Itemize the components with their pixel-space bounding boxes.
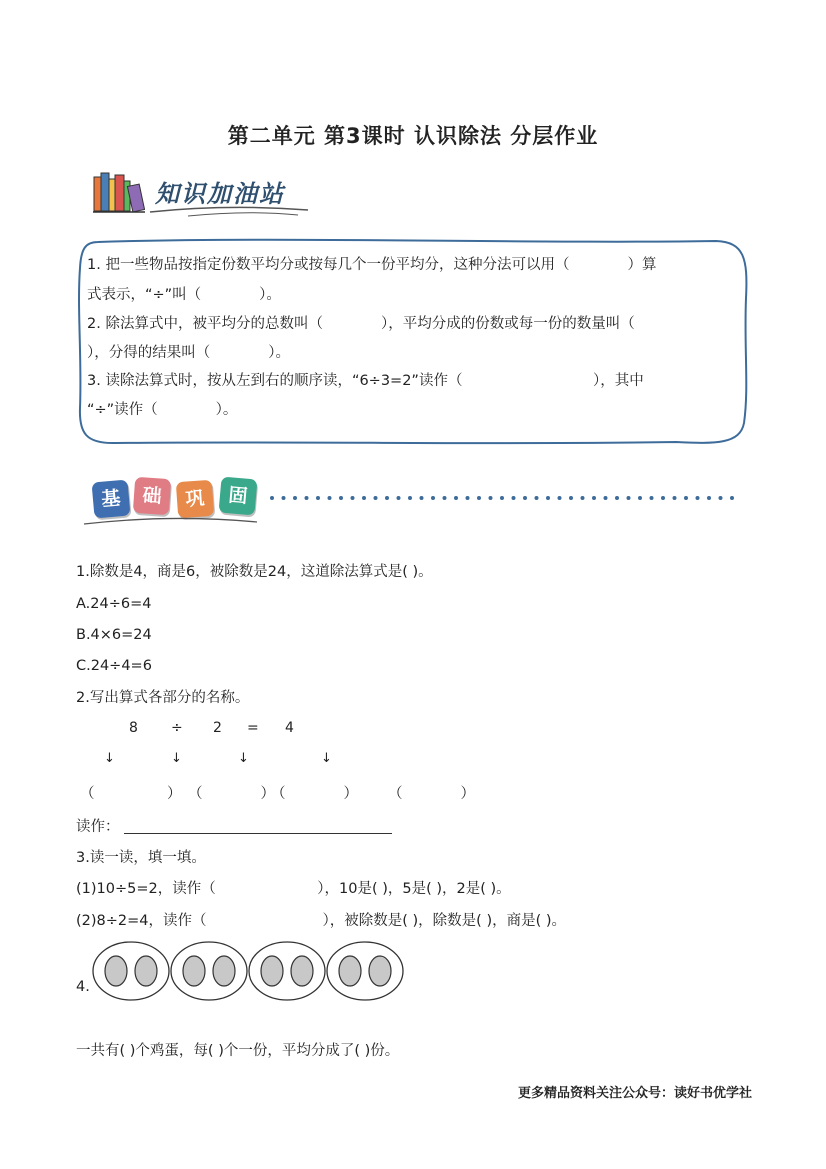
question-3-part-2: (2)8÷2=4，读作（ ），被除数是( )，除数是( )，商是( )。 <box>76 913 567 929</box>
knowledge-line: 2. 除法算式中，被平均分的总数叫（ ），平均分成的份数或每一份的数量叫（ <box>87 316 635 332</box>
blank-parens: （ ） <box>388 786 475 802</box>
egg-groups-figure <box>92 940 406 1002</box>
down-arrow-icon: ↓ <box>171 751 182 766</box>
tiles-underline-swoosh <box>82 514 262 528</box>
egg-icon <box>213 956 235 986</box>
page-title: 第二单元 第3课时 认识除法 分层作业 <box>227 124 599 148</box>
blank-parens: （ ） <box>188 786 275 802</box>
down-arrow-icon: ↓ <box>238 751 249 766</box>
question-2-stem: 2.写出算式各部分的名称。 <box>76 690 250 706</box>
question-3-part-1: (1)10÷5=2，读作（ ），10是( )，5是( )，2是( )。 <box>76 881 511 897</box>
blank-parens: （ ） <box>271 786 358 802</box>
equation-divisor: 2 <box>213 720 222 736</box>
equation-quotient: 4 <box>285 720 294 736</box>
question-4-number: 4. <box>76 979 90 995</box>
egg-icon <box>291 956 313 986</box>
question-3-stem: 3.读一读，填一填。 <box>76 850 206 866</box>
knowledge-line: “÷”读作（ ）。 <box>87 402 238 418</box>
egg-icon <box>183 956 205 986</box>
books-icon <box>93 171 145 213</box>
question-1-stem: 1.除数是4，商是6，被除数是24，这道除法算式是( )。 <box>76 564 433 580</box>
section-tile: 基 <box>91 479 130 518</box>
equation-dividend: 8 <box>129 720 138 736</box>
option-b: B.4×6=24 <box>76 627 152 643</box>
equation-divide-sign: ÷ <box>171 720 183 736</box>
down-arrow-icon: ↓ <box>104 751 115 766</box>
option-a: A.24÷6=4 <box>76 596 152 612</box>
option-c: C.24÷4=6 <box>76 658 152 674</box>
knowledge-line: 式表示，“÷”叫（ ）。 <box>87 287 281 303</box>
egg-icon <box>369 956 391 986</box>
knowledge-line: 1. 把一些物品按指定份数平均分或按每几个一份平均分，这种分法可以用（ ）算 <box>87 257 657 273</box>
section-tile: 固 <box>218 476 257 515</box>
equation-equals: = <box>247 720 259 736</box>
footer-note: 更多精品资料关注公众号：读好书优学社 <box>517 1086 752 1101</box>
egg-icon <box>261 956 283 986</box>
answer-line <box>124 833 392 834</box>
knowledge-line: ），分得的结果叫（ ）。 <box>87 345 290 361</box>
dotted-divider <box>270 488 740 508</box>
underline-swoosh <box>148 202 313 218</box>
section-tile: 巩 <box>176 480 214 518</box>
egg-icon <box>105 956 127 986</box>
section-heading-knowledge: 知识加油站 <box>155 180 285 208</box>
read-as-label: 读作： <box>76 819 120 835</box>
egg-icon <box>135 956 157 986</box>
egg-icon <box>339 956 361 986</box>
section-tile: 础 <box>133 477 171 515</box>
down-arrow-icon: ↓ <box>321 751 332 766</box>
knowledge-line: 3. 读除法算式时，按从左到右的顺序读，“6÷3=2”读作（ ），其中 <box>87 373 644 389</box>
question-4-stem: 一共有( )个鸡蛋，每( )个一份，平均分成了( )份。 <box>76 1043 400 1059</box>
blank-parens: （ ） <box>80 786 182 802</box>
